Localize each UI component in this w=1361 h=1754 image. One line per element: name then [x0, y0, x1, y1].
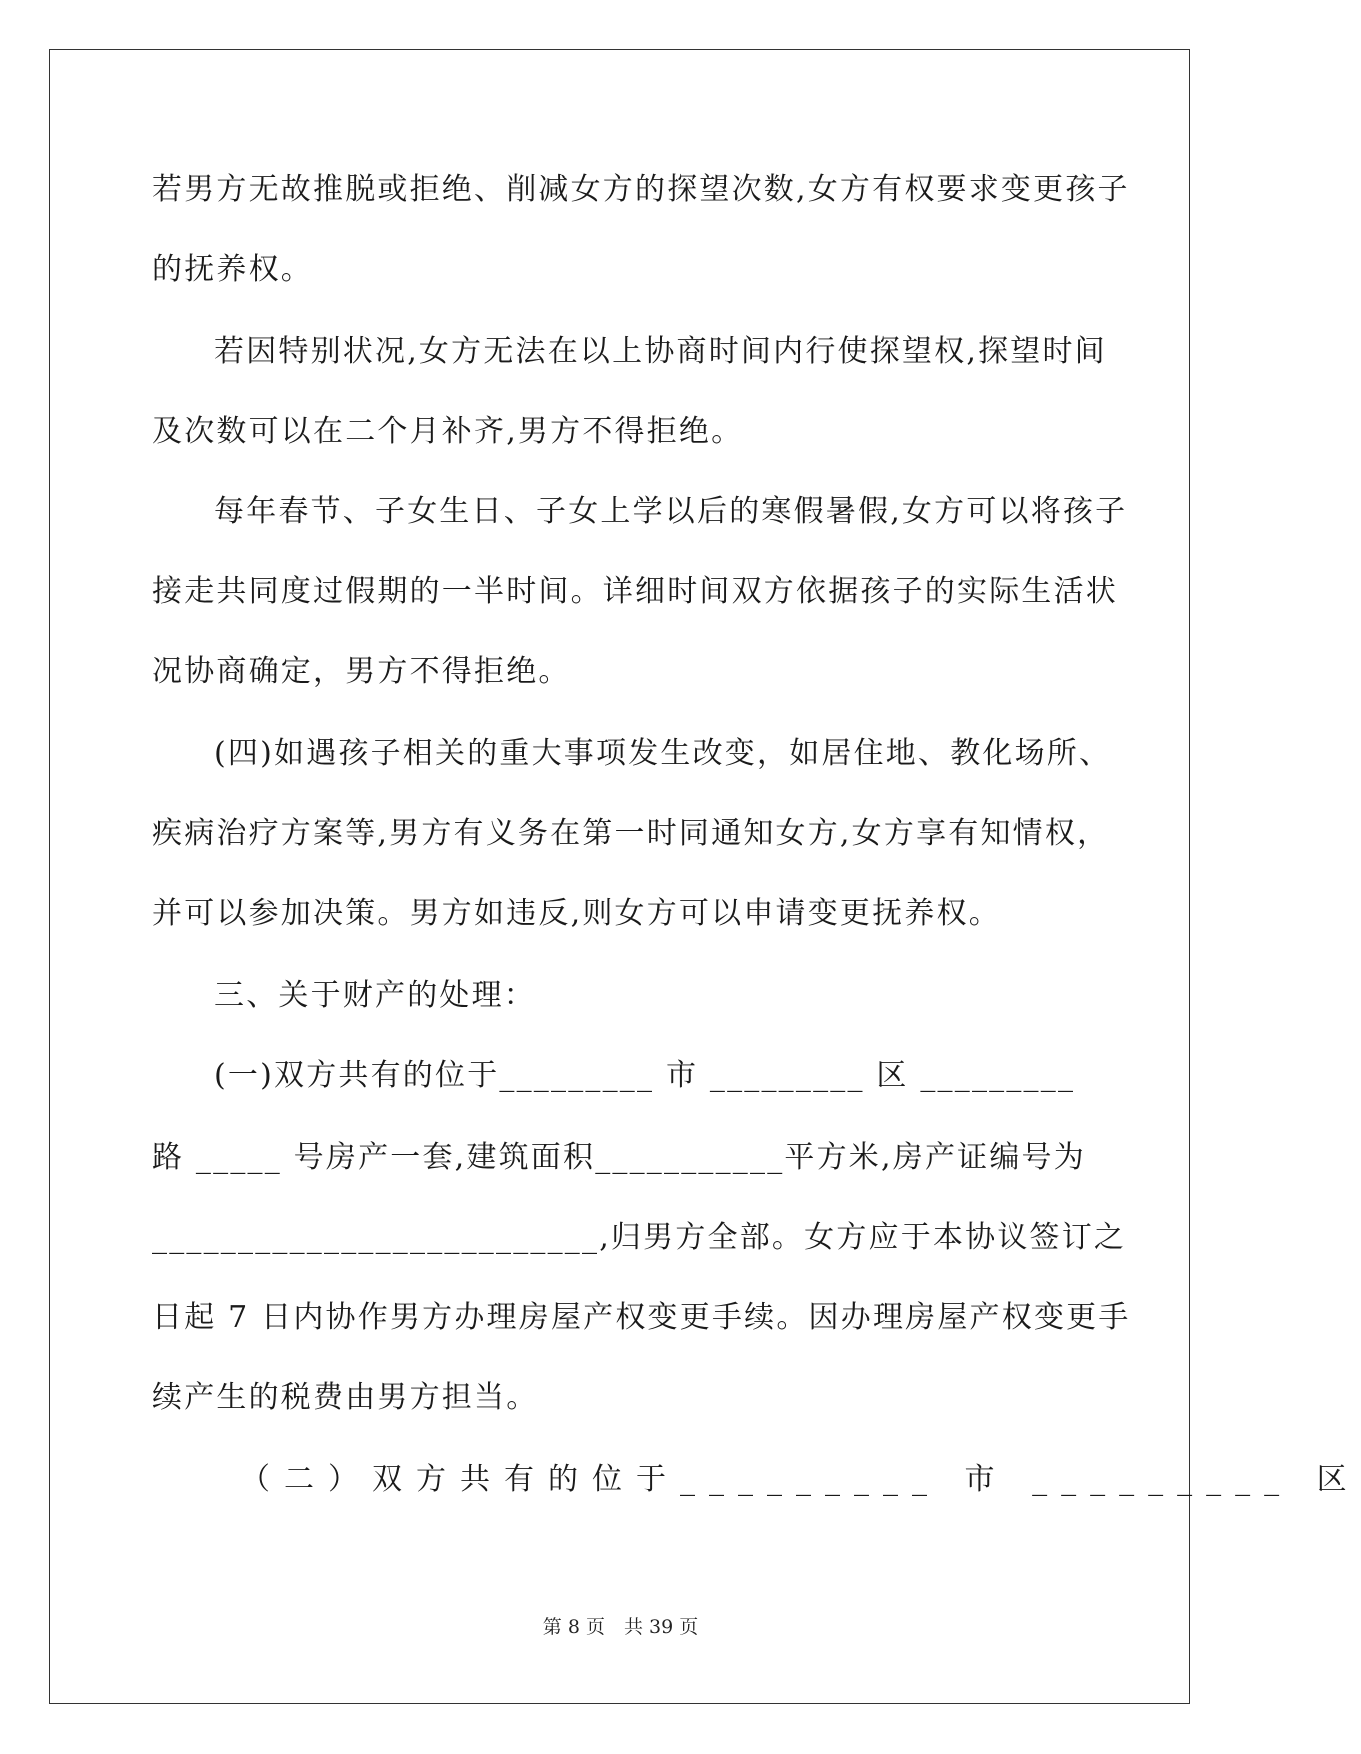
text-line: (一)双方共有的位于_________ 市 _________ 区 _________ — [214, 1058, 1076, 1093]
text-line: 的抚养权。 — [152, 252, 313, 287]
page-footer: 第 8 页 共 39 页 — [542, 1616, 699, 1638]
section-heading: 三、关于财产的处理： — [214, 978, 536, 1013]
text-line: 若因特别状况,女方无法在以上协商时间内行使探望权,探望时间 — [214, 334, 1107, 369]
text-line: (四)如遇孩子相关的重大事项发生改变，如居住地、教化场所、 — [214, 736, 1112, 771]
text-line: 接走共同度过假期的一半时间。详细时间双方依据孩子的实际生活状 — [152, 574, 1118, 609]
text-line: （二）双方共有的位于_________ 市 _________ 区 — [240, 1462, 1361, 1497]
text-line: 每年春节、子女生日、子女上学以后的寒假暑假,女方可以将孩子 — [214, 494, 1128, 529]
text-line: 续产生的税费由男方担当。 — [152, 1380, 539, 1415]
text-line: 并可以参加决策。男方如违反,则女方可以申请变更抚养权。 — [152, 896, 1001, 931]
text-line: 日起 7 日内协作男方办理房屋产权变更手续。因办理房屋产权变更手 — [152, 1300, 1131, 1335]
text-line: 况协商确定，男方不得拒绝。 — [152, 654, 571, 689]
text-line: 路 _____ 号房产一套,建筑面积___________平方米,房产证编号为 — [152, 1140, 1086, 1175]
page-border — [49, 49, 1361, 1704]
text-line: __________________________,归男方全部。女方应于本协议签订之 — [152, 1220, 1127, 1255]
text-line: 若男方无故推脱或拒绝、削减女方的探望次数,女方有权要求变更孩子 — [152, 172, 1130, 207]
text-line: 及次数可以在二个月补齐,男方不得拒绝。 — [152, 414, 744, 449]
text-line: 疾病治疗方案等,男方有义务在第一时同通知女方,女方享有知情权， — [152, 816, 1110, 851]
